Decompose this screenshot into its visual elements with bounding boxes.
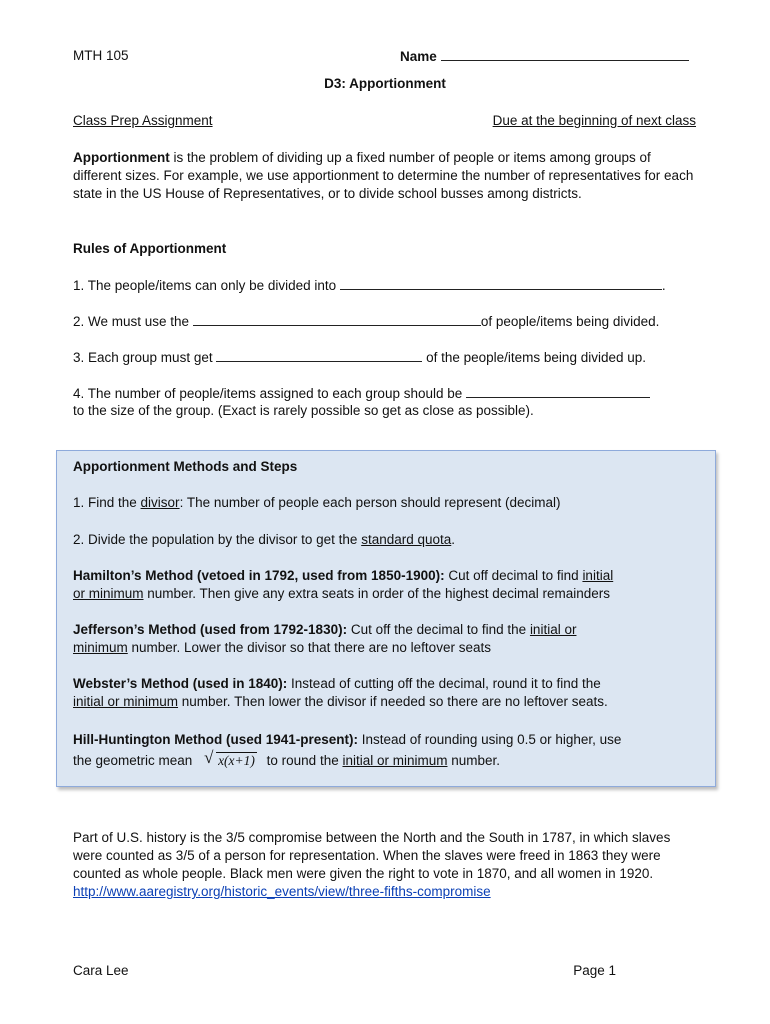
hamilton-rest: number. Then give any extra seats in order of the highest decimal remainders	[143, 586, 611, 601]
rule-3-blank[interactable]	[216, 348, 422, 362]
intro-term: Apportionment	[73, 150, 170, 165]
rule-1	[73, 276, 666, 295]
hamilton-method	[73, 567, 613, 585]
step-1-text: 1. Find the	[73, 495, 141, 510]
step-2-text: 2. Divide the population by the divisor to get the	[73, 532, 362, 547]
jefferson-minimum: minimum	[73, 640, 128, 655]
jefferson-text: Cut off the decimal to find the	[347, 622, 530, 637]
webster-text: Instead of cutting off the decimal, round it to find the	[287, 676, 601, 691]
rule-4-line2: to the size of the group. (Exact is rarely possible so get as close as possible).	[73, 403, 534, 418]
hamilton-title: Hamilton’s Method (vetoed in 1792, used from 1850-1900):	[73, 568, 445, 583]
rule-2	[73, 312, 659, 331]
step-1-rest: : The number of people each person should represent (decimal)	[179, 495, 561, 510]
hill-text: Instead of rounding using 0.5 or higher, use	[358, 732, 622, 747]
hill-huntington-line2	[73, 748, 501, 770]
divisor-term: divisor	[140, 495, 180, 510]
page-title: D3: Apportionment	[324, 76, 446, 91]
jefferson-initial: initial or	[529, 622, 577, 637]
rule-2-blank[interactable]	[193, 312, 481, 326]
class-prep-label: Class Prep Assignment	[73, 113, 213, 128]
intro-text: is the problem of dividing up a fixed number of people or items among groups of different sizes. For example, we use apportionment to determine the number of representatives for each state in the US House of Representatives, or to divide school busses among districts.	[73, 150, 694, 201]
history-link[interactable]: http://www.aaregistry.org/historic_events/view/three-fifths-compromise	[73, 884, 491, 899]
rule-2-text: 2. We must use the	[73, 314, 193, 329]
hill-geometric-mean-text: the geometric mean	[73, 753, 197, 768]
name-field[interactable]	[400, 47, 696, 66]
webster-title: Webster’s Method (used in 1840):	[73, 676, 288, 691]
rule-3	[73, 348, 646, 367]
rule-4	[73, 384, 650, 403]
hill-rest: number.	[447, 753, 501, 768]
footer-author: Cara Lee	[73, 963, 129, 978]
webster-initial-minimum: initial or minimum	[73, 694, 179, 709]
rule-1-text: 1. The people/items can only be divided into	[73, 278, 340, 293]
webster-rest: number. Then lower the divisor if needed so there are no leftover seats.	[178, 694, 608, 709]
rule-2-end: of people/items being divided.	[480, 314, 660, 329]
rule-4-text: 4. The number of people/items assigned to each group should be	[73, 386, 467, 401]
hill-title: Hill-Huntington Method (used 1941-present):	[73, 732, 358, 747]
hamilton-minimum: or minimum	[73, 586, 144, 601]
hill-mid-text: to round the	[262, 753, 343, 768]
standard-quota-term: standard quota	[361, 532, 452, 547]
rule-4-blank[interactable]	[466, 384, 650, 398]
name-blank[interactable]	[441, 47, 689, 61]
jefferson-rest: number. Lower the divisor so that there are no leftover seats	[127, 640, 491, 655]
jefferson-method	[73, 621, 576, 639]
hamilton-initial: initial	[582, 568, 614, 583]
webster-method	[73, 675, 601, 693]
step-2	[73, 531, 455, 549]
radical-sign-icon: √	[204, 748, 214, 767]
footer-page-number: Page 1	[573, 963, 616, 978]
rules-heading: Rules of Apportionment	[73, 241, 227, 256]
hill-huntington-method	[73, 731, 621, 749]
webster-method-line2	[73, 693, 608, 711]
rule-1-end: .	[661, 278, 666, 293]
course-code: MTH 105	[73, 48, 129, 63]
history-text: Part of U.S. history is the 3/5 compromise between the North and the South in 1787, in which slaves were counted as 3/5 of a person for representation. When the slaves were freed in 1863 they were counted as whole people. Black men were given the right to vote in 1870, and all women in 1920.	[73, 830, 671, 881]
step-1	[73, 494, 561, 512]
geometric-mean-formula	[204, 748, 257, 770]
history-paragraph	[73, 829, 703, 901]
rule-3-end: of the people/items being divided up.	[422, 350, 646, 365]
formula-argument: x(x+1)	[218, 753, 255, 768]
jefferson-title: Jefferson’s Method (used from 1792-1830):	[73, 622, 348, 637]
intro-paragraph	[73, 149, 703, 203]
rule-1-blank[interactable]	[340, 276, 662, 290]
hill-initial-minimum: initial or minimum	[342, 753, 448, 768]
due-label: Due at the beginning of next class	[492, 113, 696, 128]
hamilton-method-line2	[73, 585, 610, 603]
name-label: Name	[400, 49, 437, 64]
hamilton-text: Cut off decimal to find	[444, 568, 583, 583]
jefferson-method-line2	[73, 639, 491, 657]
rule-3-text: 3. Each group must get	[73, 350, 217, 365]
methods-heading: Apportionment Methods and Steps	[73, 459, 298, 474]
step-2-end: .	[451, 532, 456, 547]
